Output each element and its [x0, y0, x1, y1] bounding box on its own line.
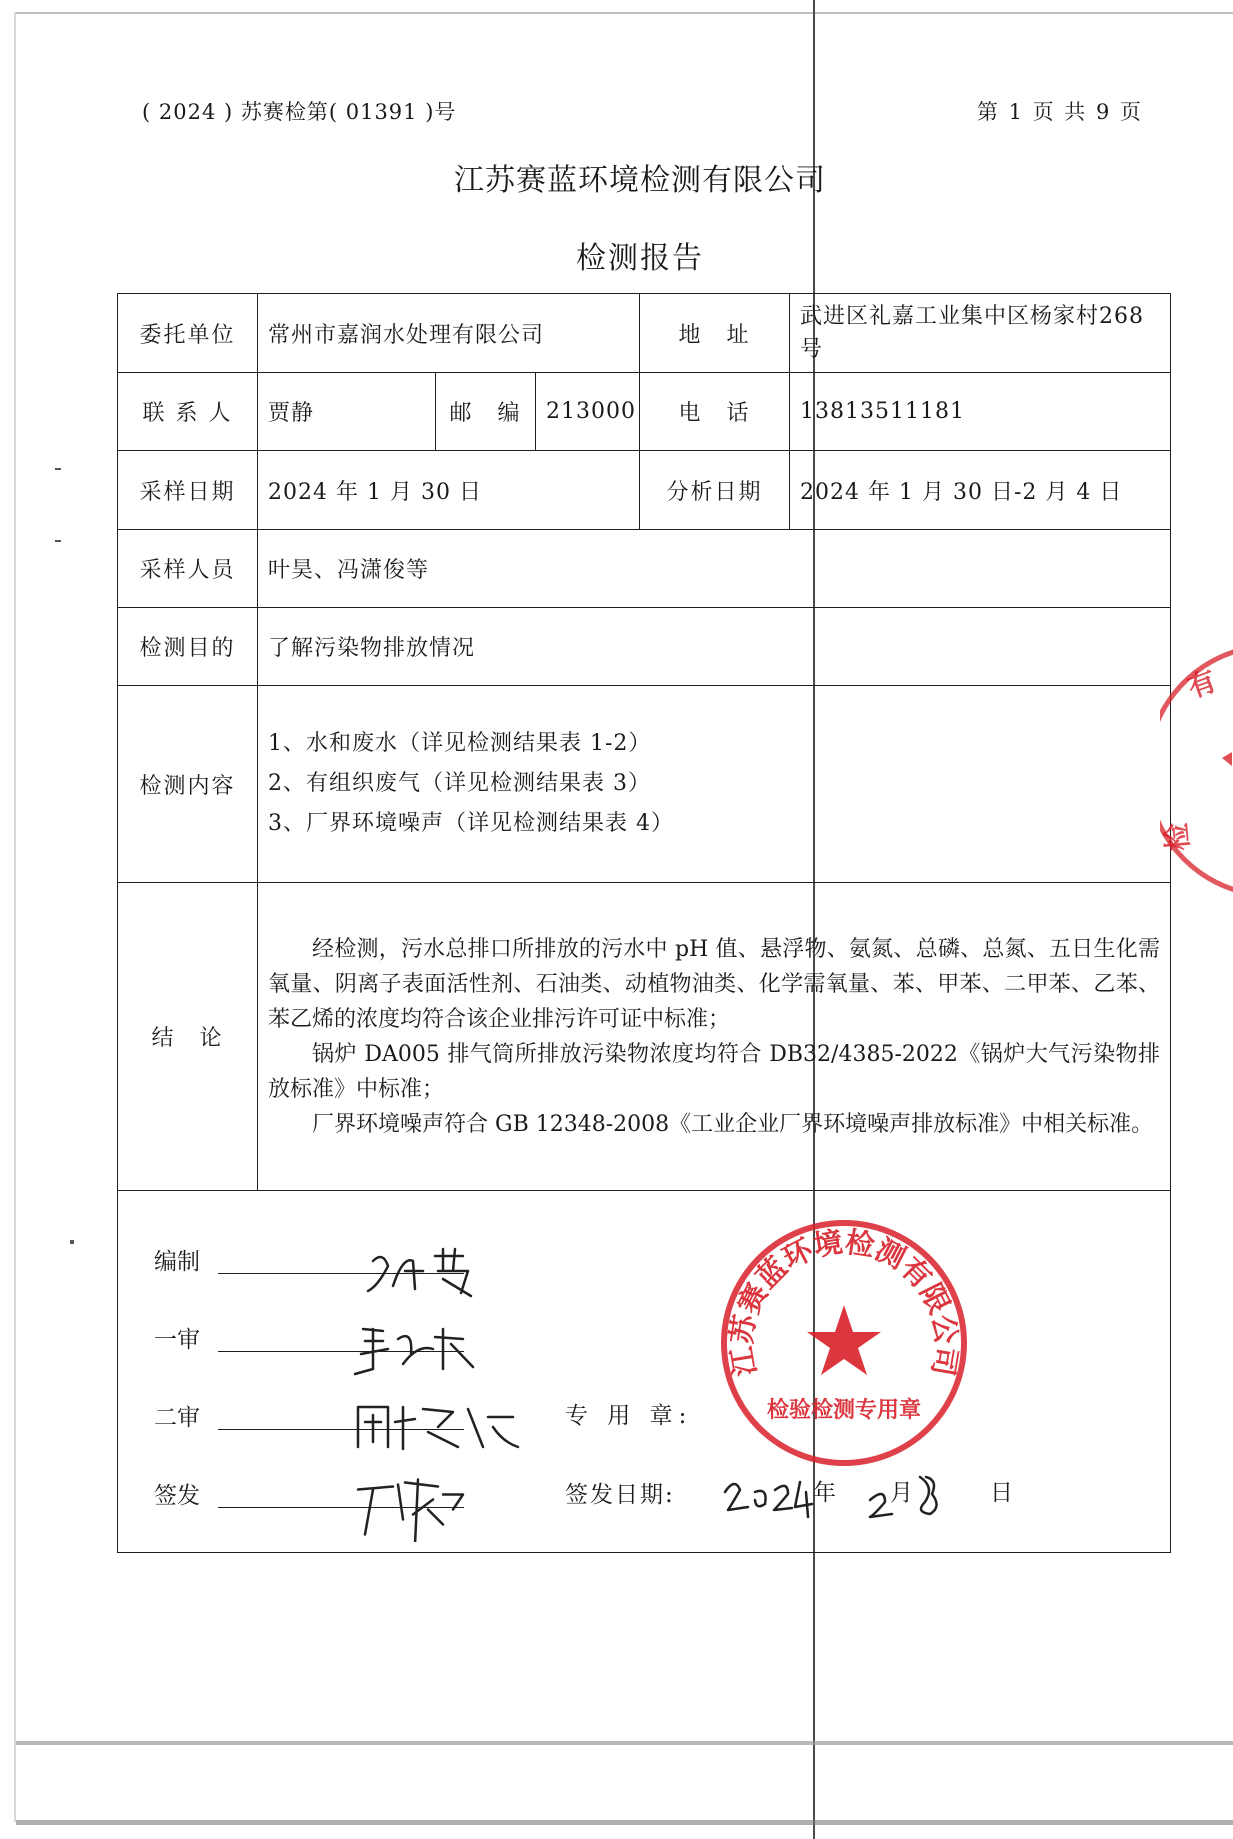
conclusion-paragraph: 锅炉 DA005 排气筒所排放污染物浓度均符合 DB32/4385-2022《锅炉大气污染物排放标准》中标准； [268, 1041, 1161, 1102]
phone-value: 13813511181 [790, 373, 1171, 451]
purpose-value: 了解污染物排放情况 [258, 608, 1171, 686]
postcode-label: 邮 编 [436, 373, 536, 451]
issue-date-handwriting [720, 1462, 1020, 1522]
side-seal-fragment [1160, 640, 1233, 900]
postcode-value: 213000 [536, 373, 640, 451]
date-day-char: 日 [990, 1480, 1013, 1506]
compiled-row [154, 1243, 200, 1276]
purpose-label: 检测目的 [118, 608, 258, 686]
scan-bottom-edge [16, 1741, 1233, 1745]
side-seal-char: 有 [1183, 663, 1221, 705]
conclusion-text [258, 883, 1171, 1191]
first-review-label: 一审 [154, 1327, 200, 1353]
compiled-label: 编制 [154, 1249, 200, 1275]
first-review-signature [343, 1319, 543, 1379]
compiled-signature-line [218, 1273, 464, 1274]
issued-signature [343, 1467, 543, 1542]
compiled-signature [343, 1241, 543, 1301]
seal-label: 专 用 章: [565, 1403, 693, 1429]
sampler-label: 采样人员 [118, 530, 258, 608]
client-value: 常州市嘉润水处理有限公司 [258, 294, 640, 373]
second-review-signature [343, 1397, 543, 1457]
company-name: 江苏赛蓝环境检测有限公司 [454, 163, 826, 198]
sampling-date-value: 2024 年 1 月 30 日 [258, 451, 640, 530]
scan-edge-left [14, 12, 16, 1822]
sampling-date-label: 采样日期 [118, 451, 258, 530]
scan-edge-top [16, 12, 1233, 14]
official-seal-stamp [718, 1217, 970, 1469]
content-label: 检测内容 [118, 686, 258, 883]
first-review-signature-line [218, 1351, 464, 1352]
content-item: 2、有组织废气（详见检测结果表 3） [268, 771, 651, 796]
date-year-char: 年 [813, 1480, 836, 1506]
conclusion-paragraph: 厂界环境噪声符合 GB 12348-2008《工业企业厂界环境噪声排放标准》中相关标准。 [312, 1111, 1154, 1137]
doc-number: ( 2024 ) 苏赛检第( 01391 )号 [142, 100, 457, 124]
issued-row [154, 1477, 200, 1510]
analysis-date-value: 2024 年 1 月 30 日-2 月 4 日 [790, 451, 1171, 530]
issued-label: 签发 [154, 1483, 200, 1509]
content-item: 1、水和废水（详见检测结果表 1-2） [268, 731, 652, 756]
first-review-row [154, 1321, 200, 1354]
content-list [258, 686, 1171, 883]
content-item: 3、厂界环境噪声（详见检测结果表 4） [268, 811, 674, 836]
second-review-signature-line [218, 1429, 464, 1430]
side-seal-char: 检 [1160, 821, 1195, 853]
scan-speck [55, 468, 61, 470]
analysis-date-label: 分析日期 [640, 451, 790, 530]
issued-signature-line [218, 1507, 464, 1508]
page-number: 第 1 页 共 9 页 [976, 100, 1143, 124]
seal-ring-text: 江苏赛蓝环境检测有限公司 [724, 1224, 964, 1379]
scan-speck [70, 1240, 74, 1244]
scan-speck [55, 540, 61, 542]
report-info-table [117, 293, 1171, 1191]
date-month-char: 月 [890, 1480, 913, 1506]
second-review-label: 二审 [154, 1405, 200, 1431]
seal-star-icon [807, 1305, 881, 1375]
scan-bottom-edge-lower [16, 1820, 1233, 1825]
sampler-value: 叶昊、冯潇俊等 [258, 530, 1171, 608]
side-seal-star-icon [1222, 752, 1232, 766]
conclusion-label: 结 论 [118, 883, 258, 1191]
conclusion-paragraph: 经检测，污水总排口所排放的污水中 pH 值、悬浮物、氨氮、总磷、总氮、五日生化需氧量、阴离子表面活性剂、石油类、动植物油类、化学需氧量、苯、甲苯、二甲苯、乙苯、苯乙烯的浓度均符合该企业排污许可证中标准； [268, 936, 1161, 1032]
client-label: 委托单位 [118, 294, 258, 373]
phone-label: 电 话 [640, 373, 790, 451]
address-value: 武进区礼嘉工业集中区杨家村268号 [790, 294, 1171, 373]
report-title: 检测报告 [576, 241, 704, 276]
second-review-row [154, 1399, 200, 1432]
address-label: 地 址 [640, 294, 790, 373]
contact-value: 贾静 [258, 373, 436, 451]
contact-label: 联 系 人 [118, 373, 258, 451]
seal-bottom-text: 检验检测专用章 [766, 1398, 922, 1423]
issue-date-label: 签发日期: [565, 1482, 675, 1508]
